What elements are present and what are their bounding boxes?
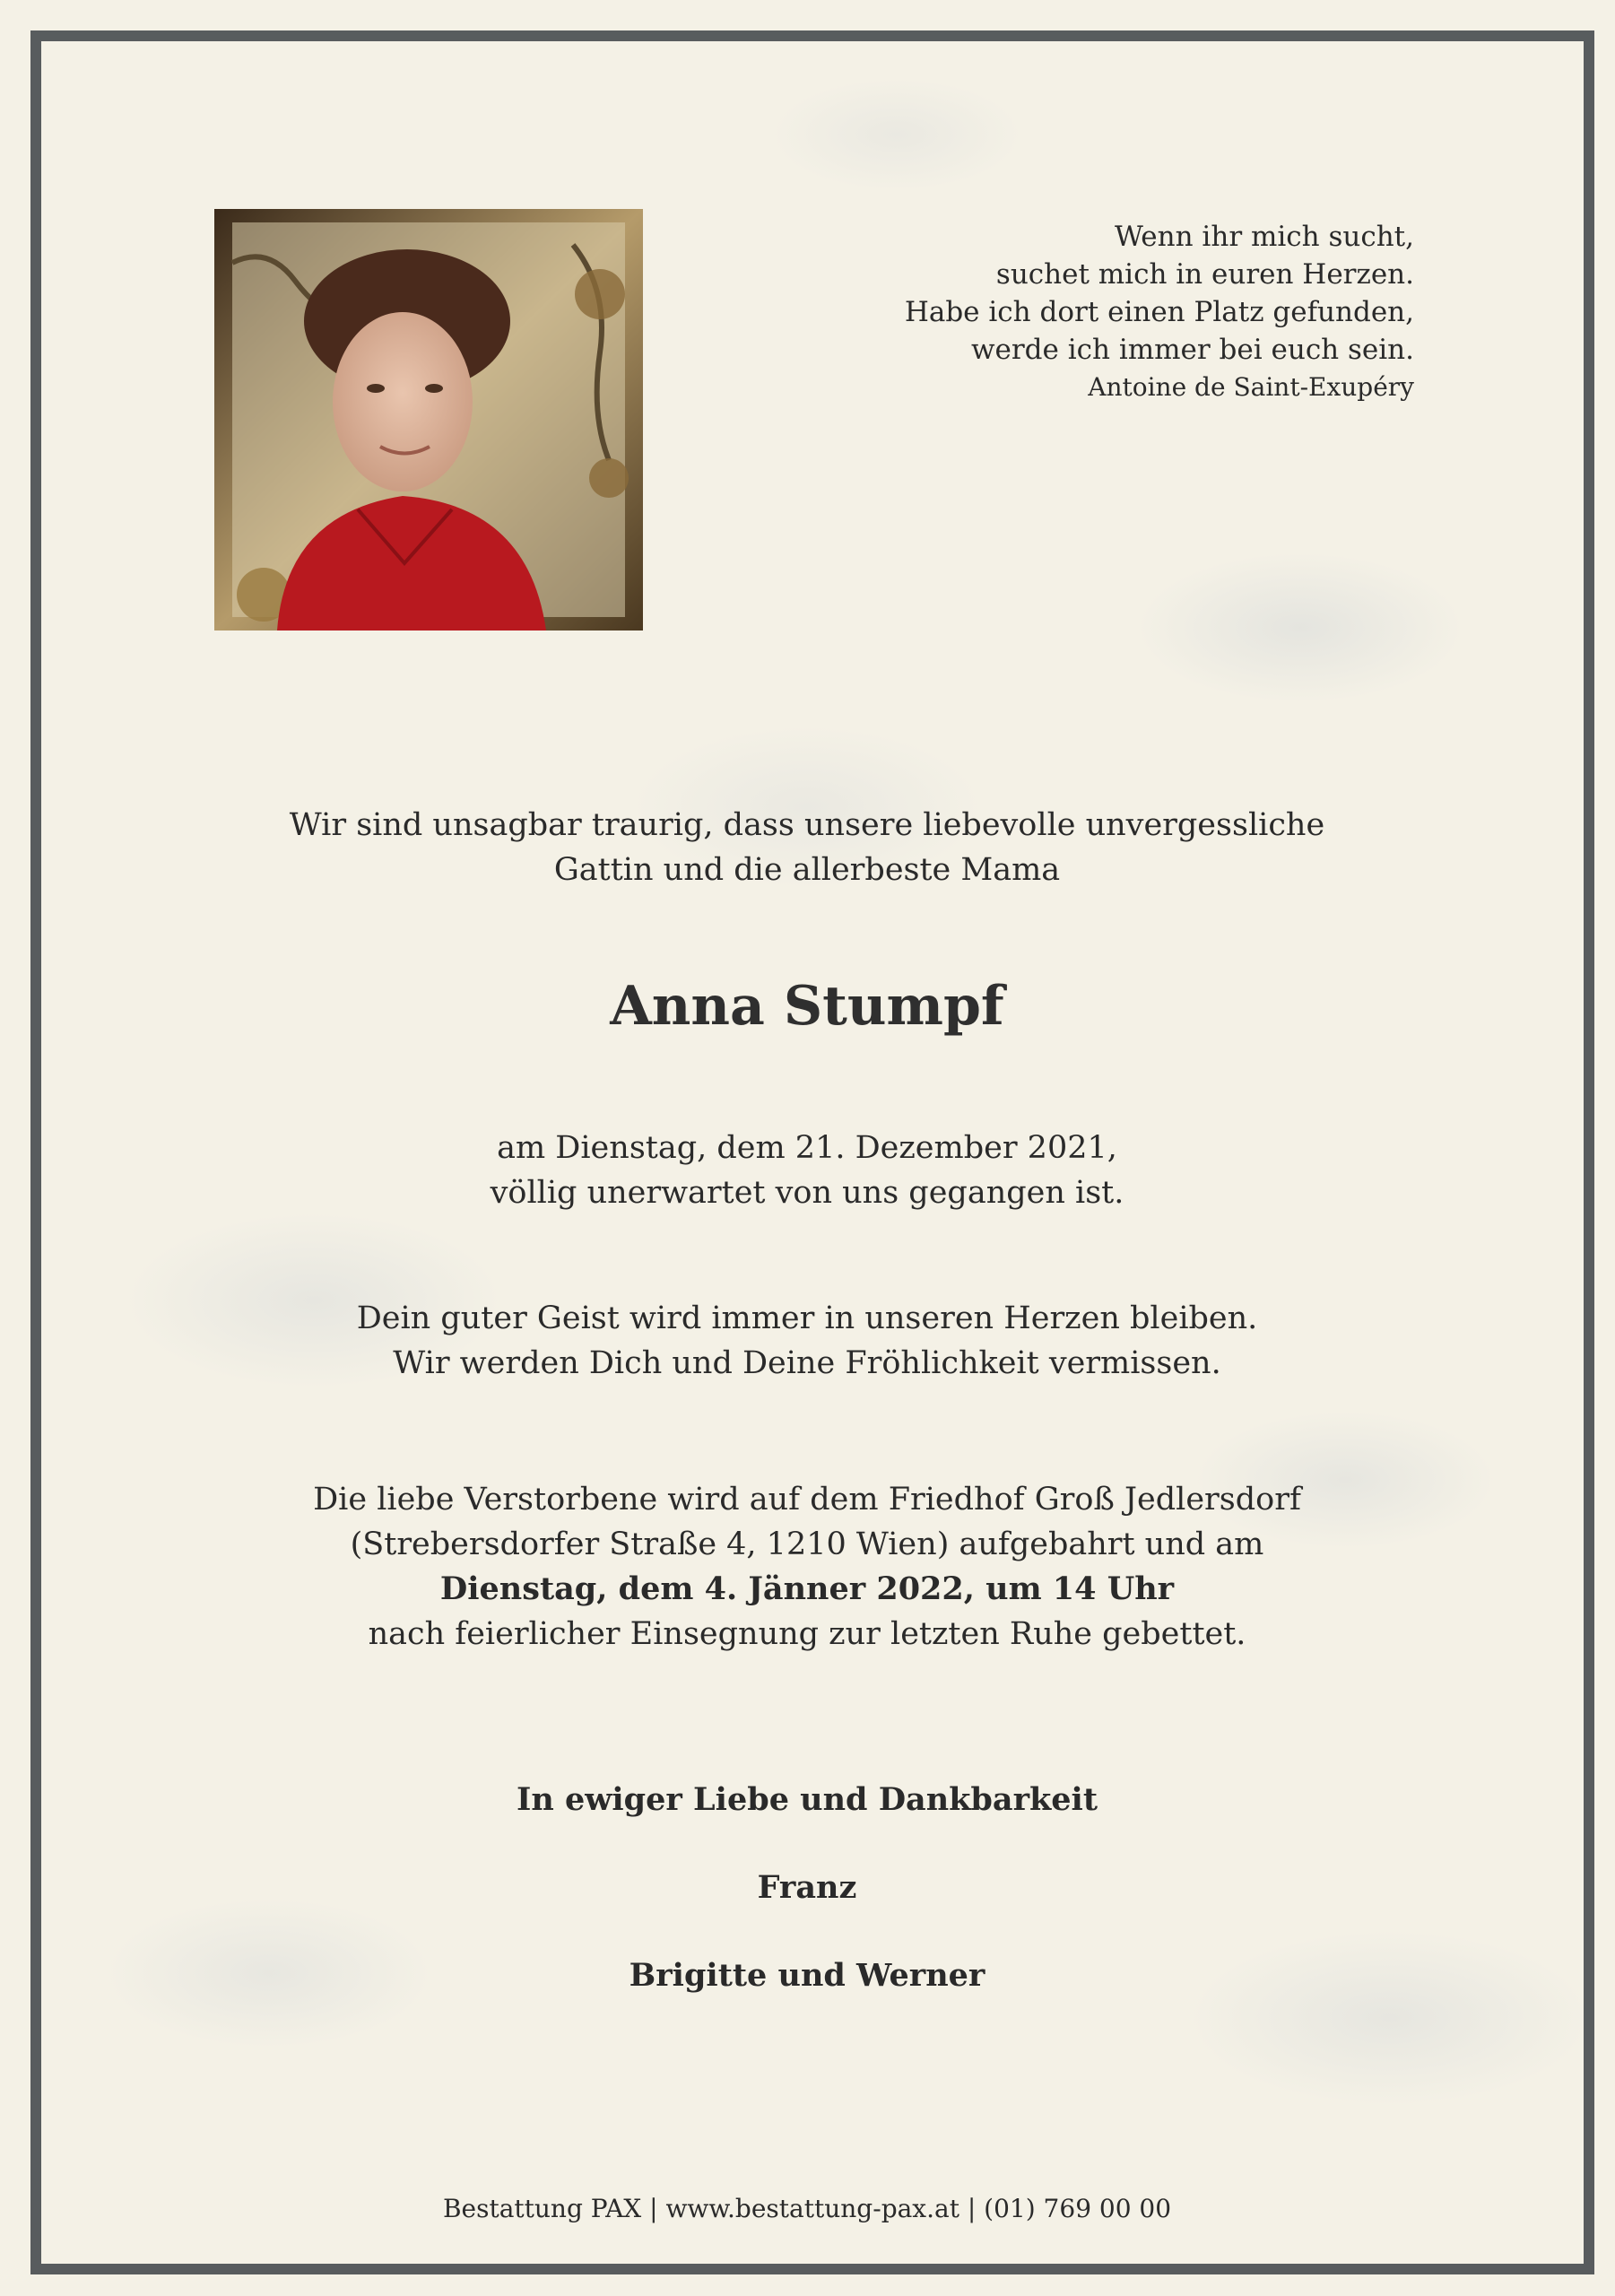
passing-line: völlig unerwartet von uns gegangen ist. xyxy=(490,1175,1124,1211)
intro-text xyxy=(90,803,1524,892)
passing-text xyxy=(90,1126,1524,1215)
closing-text: In ewiger Liebe und Dankbarkeit xyxy=(516,1781,1098,1818)
funeral-date: Dienstag, dem 4. Jänner 2022, um 14 Uhr xyxy=(439,1570,1175,1607)
intro-line: Wir sind unsagbar traurig, dass unsere liebevolle unvergessliche xyxy=(289,807,1325,843)
funeral-details xyxy=(90,1477,1524,1657)
poem-quote xyxy=(786,218,1414,406)
memory-text xyxy=(90,1296,1524,1386)
funeral-line: (Strebersdorfer Straße 4, 1210 Wien) aufgebahrt und am xyxy=(350,1526,1264,1562)
quote-line: suchet mich in euren Herzen. xyxy=(995,258,1414,291)
quote-line: Habe ich dort einen Platz gefunden, xyxy=(904,296,1414,328)
mourner-name: Franz xyxy=(757,1869,857,1906)
quote-line: Wenn ihr mich sucht, xyxy=(1114,221,1414,253)
mourner-name: Brigitte und Werner xyxy=(629,1957,985,1994)
footer-contact: Bestattung PAX | www.bestattung-pax.at | (01) 769 00 00 xyxy=(442,2194,1172,2223)
funeral-line: Die liebe Verstorbene wird auf dem Friedhof Groß Jedlersdorf xyxy=(313,1482,1301,1518)
portrait-photo xyxy=(214,209,643,631)
deceased-name: Anna Stumpf xyxy=(610,975,1004,1038)
passing-line: am Dienstag, dem 21. Dezember 2021, xyxy=(497,1130,1117,1166)
funeral-line: nach feierlicher Einsegnung zur letzten Ruhe gebettet. xyxy=(368,1616,1246,1652)
memory-line: Wir werden Dich und Deine Fröhlichkeit vermissen. xyxy=(393,1345,1221,1381)
memory-line: Dein guter Geist wird immer in unseren Herzen bleiben. xyxy=(356,1300,1258,1336)
quote-line: werde ich immer bei euch sein. xyxy=(970,334,1414,366)
quote-author: Antoine de Saint-Exupéry xyxy=(1088,372,1414,402)
intro-line: Gattin und die allerbeste Mama xyxy=(553,852,1061,888)
